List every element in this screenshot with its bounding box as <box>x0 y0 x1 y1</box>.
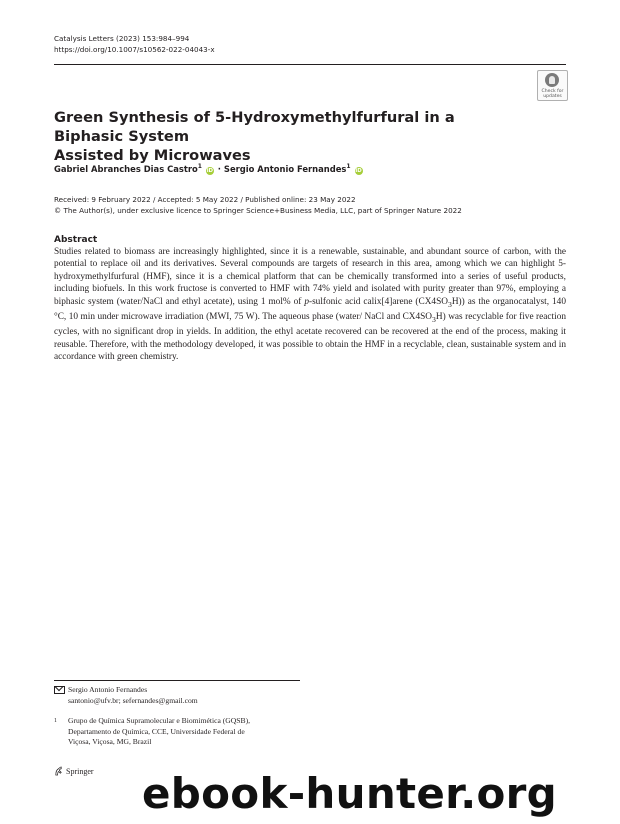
author-name[interactable]: Sergio Antonio Fernandes <box>223 164 347 174</box>
badge-line1: Check for <box>541 89 564 94</box>
abstract-text: -sulfonic acid calix[4]arene (CX4SO <box>308 296 448 307</box>
abstract-italic: p <box>304 296 309 307</box>
doi-link[interactable]: https://doi.org/10.1007/s10562-022-04043-x <box>54 45 215 54</box>
subscript: 3 <box>447 299 452 309</box>
subscript: 3 <box>432 314 436 324</box>
title-line1: Green Synthesis of 5-Hydroxymethylfurfural in a Biphasic System <box>54 109 455 145</box>
contact-name: Sergio Antonio Fernandes <box>68 685 148 694</box>
date-history: Received: 9 February 2022 / Accepted: 5 May 2022 / Published online: 23 May 2022 <box>54 195 356 204</box>
affiliation-number: 1 <box>54 718 57 724</box>
title-line2: Assisted by Microwaves <box>54 147 251 164</box>
corresponding-author <box>54 684 300 706</box>
abstract-text: Studies related to biomass are increasingly highlighted, since it is a renewable, sustainable, and abundant source of carbon, with the potential to replace oil and its derivatives. Several compounds are targets of research in this area, among which we can highlight 5-hydroxymethylfurfural (HMF), since it is a chemical platform that can be chemically transformed into a series of useful products, including biofuels. In this work fructose is converted to HMF with 74% yield and isolated with purity greater than 97%, employing a biphasic system (water/NaCl and ethyl acetate), using 1 mol% of <box>54 247 566 307</box>
affiliation-marker: 1 <box>197 163 202 171</box>
orcid-icon[interactable]: iD <box>206 168 214 174</box>
affiliation-line: Viçosa, Viçosa, MG, Brazil <box>68 737 152 747</box>
author-separator: · <box>217 164 221 174</box>
author-list <box>54 162 524 176</box>
abstract-text: H)) as the organocatalyst, 140 °C, 10 min under microwave irradiation (MWI, 75 W). The aqueous phase (water/ NaCl and CX4SO <box>54 296 566 323</box>
orcid-icon[interactable]: iD <box>355 168 362 174</box>
journal-header <box>54 33 215 55</box>
springer-horse-icon <box>54 766 63 776</box>
envelope-icon <box>54 686 65 694</box>
author-name[interactable]: Gabriel Abranches Dias Castro <box>54 164 198 174</box>
contact-email[interactable]: santonio@ufv.br; sefernandes@gmail.com <box>68 696 198 705</box>
footnote-divider <box>54 680 300 681</box>
abstract-text: H) was recyclable for five reaction cycles, with no significant drop in yields. In addition, the ethyl acetate recovered can be recovered at the end of the process, making it reusable. Therefore, with the methodology developed, it was possible to obtain the HMF in a recyclable, clean, sustainable system and in accordance with green chemistry. <box>54 312 566 363</box>
publication-dates <box>54 194 566 216</box>
badge-line2: updates <box>543 94 562 99</box>
watermark-text: ebook-hunter.org <box>142 769 557 818</box>
affiliation-line: Grupo de Química Supramolecular e Biomimética (GQSB), <box>68 716 250 725</box>
paper-title <box>54 108 524 165</box>
affiliation-marker: 1 <box>346 163 351 171</box>
publisher-name: Springer <box>66 767 94 776</box>
journal-citation: Catalysis Letters (2023) 153:984–994 <box>54 34 190 43</box>
abstract-body <box>54 246 566 364</box>
affiliation-line: Departamento de Química, CCE, Universidade Federal de <box>68 726 245 736</box>
bookmark-icon <box>545 73 559 87</box>
check-for-updates-badge[interactable] <box>537 70 568 101</box>
header-divider <box>54 64 566 65</box>
copyright-notice: © The Author(s), under exclusive licence to Springer Science+Business Media, LLC, part of Springer Nature 2022 <box>54 206 462 215</box>
publisher-mark <box>54 766 94 778</box>
abstract-heading: Abstract <box>54 235 98 245</box>
